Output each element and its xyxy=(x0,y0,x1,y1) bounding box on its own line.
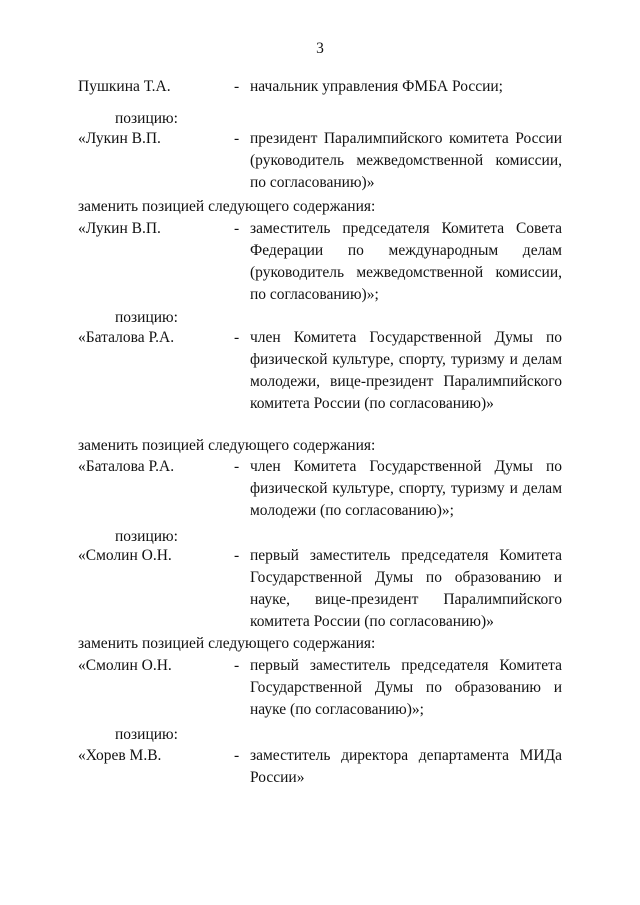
position-label: позицию: xyxy=(115,726,178,743)
person-name: «Смолин О.Н. xyxy=(78,657,172,674)
replace-heading: заменить позицией следующего содержания: xyxy=(78,198,376,215)
dash-separator: - xyxy=(234,547,240,564)
dash-separator: - xyxy=(234,458,240,475)
position-description: член Комитета Государственной Думы по физической культуре, спорту, туризму и делам молодежи, вице-президент Паралимпийского комитета России (по согласованию)» xyxy=(250,329,562,412)
dash-separator: - xyxy=(234,130,240,147)
person-name: «Смолин О.Н. xyxy=(78,547,172,564)
position-label: позицию: xyxy=(115,110,178,127)
dash-separator: - xyxy=(234,78,240,95)
position-label: позицию: xyxy=(115,309,178,326)
position-description: начальник управления ФМБА России; xyxy=(250,78,503,95)
person-name: «Баталова Р.А. xyxy=(78,458,175,475)
position-description: первый заместитель председателя Комитета Государственной Думы по образованию и науке (по согласованию)»; xyxy=(250,657,562,718)
position-description: член Комитета Государственной Думы по физической культуре, спорту, туризму и делам молодежи (по согласованию)»; xyxy=(250,458,562,519)
replace-heading: заменить позицией следующего содержания: xyxy=(78,635,376,652)
person-name: Пушкина Т.А. xyxy=(78,78,171,95)
person-name: «Хорев М.В. xyxy=(78,747,162,764)
replace-heading: заменить позицией следующего содержания: xyxy=(78,437,376,454)
position-description: заместитель председателя Комитета Совета Федерации по международным делам (руководитель межведомственной комиссии, по согласованию)»; xyxy=(250,220,562,303)
person-name: «Лукин В.П. xyxy=(78,220,161,237)
page-number: 3 xyxy=(316,40,324,57)
position-label: позицию: xyxy=(115,528,178,545)
person-name: «Баталова Р.А. xyxy=(78,329,175,346)
position-description: первый заместитель председателя Комитета Государственной Думы по образованию и науке, вице-президент Паралимпийского комитета России (по согласованию)» xyxy=(250,547,562,630)
dash-separator: - xyxy=(234,747,240,764)
position-description: президент Паралимпийского комитета России (руководитель межведомственной комиссии, по согласованию)» xyxy=(250,130,562,191)
dash-separator: - xyxy=(234,329,240,346)
dash-separator: - xyxy=(234,657,240,674)
person-name: «Лукин В.П. xyxy=(78,130,161,147)
dash-separator: - xyxy=(234,220,240,237)
position-description: заместитель директора департамента МИДа России» xyxy=(250,747,562,786)
